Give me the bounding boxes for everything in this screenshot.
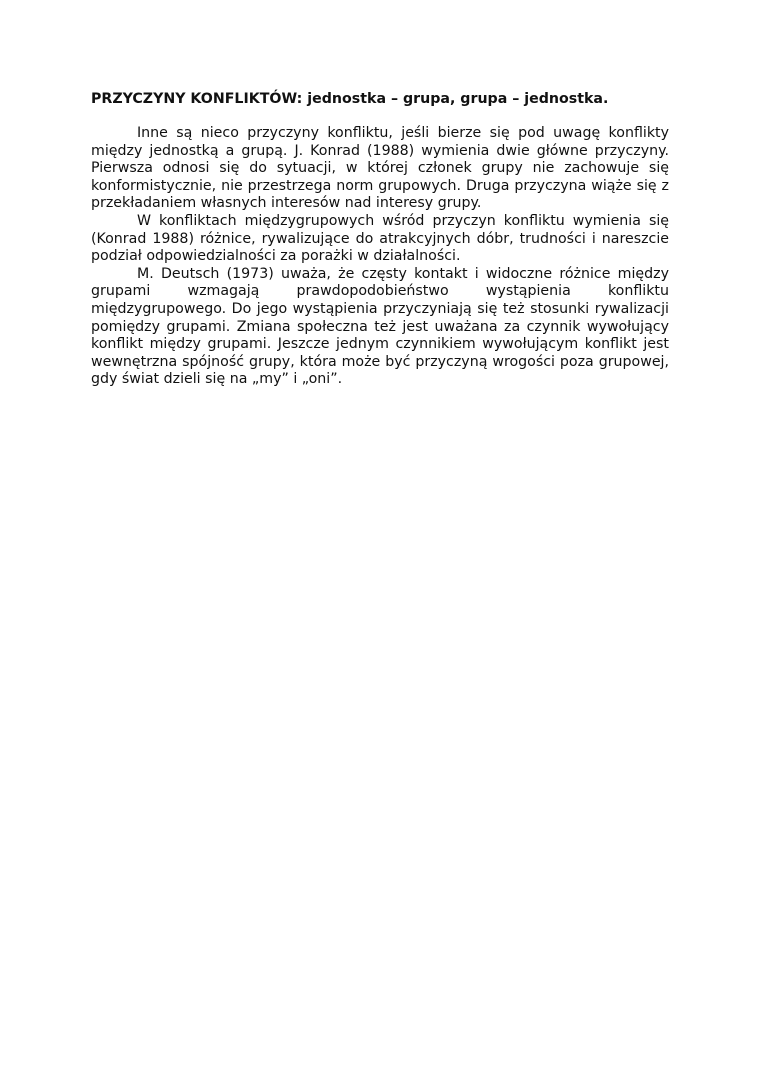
paragraph-3: M. Deutsch (1973) uważa, że częsty kontakt i widoczne różnice między grupami wzmagają prawdopodobieństwo wystąpienia konfliktu międzygrupowego. Do jego wystąpienia przyczyniają się też stosunki rywalizacji pomiędzy grupami. Zmiana społeczna też jest uważana za czynnik wywołujący konflikt między grupami. Jeszcze jednym czynnikiem wywołującym konflikt jest wewnętrzna spójność grupy, która może być przyczyną wrogości poza grupowej, gdy świat dzieli się na „my” i „oni”. (91, 265, 669, 388)
document-body (91, 90, 669, 389)
paragraph-1: Inne są nieco przyczyny konfliktu, jeśli bierze się pod uwagę konflikty między jednostką a grupą. J. Konrad (1988) wymienia dwie główne przyczyny. Pierwsza odnosi się do sytuacji, w której członek grupy nie zachowuje się konformistycznie, nie przestrzega norm grupowych. Druga przyczyna wiąże się z przekładaniem własnych interesów nad interesy grupy. (91, 125, 669, 212)
paragraph-2: W konfliktach międzygrupowych wśród przyczyn konfliktu wymienia się (Konrad 1988) różnice, rywalizujące do atrakcyjnych dóbr, trudności i nareszcie podział odpowiedzialności za porażki w działalności. (91, 212, 669, 265)
document-title: PRZYCZYNY KONFLIKTÓW: jednostka – grupa, grupa – jednostka. (91, 91, 609, 107)
